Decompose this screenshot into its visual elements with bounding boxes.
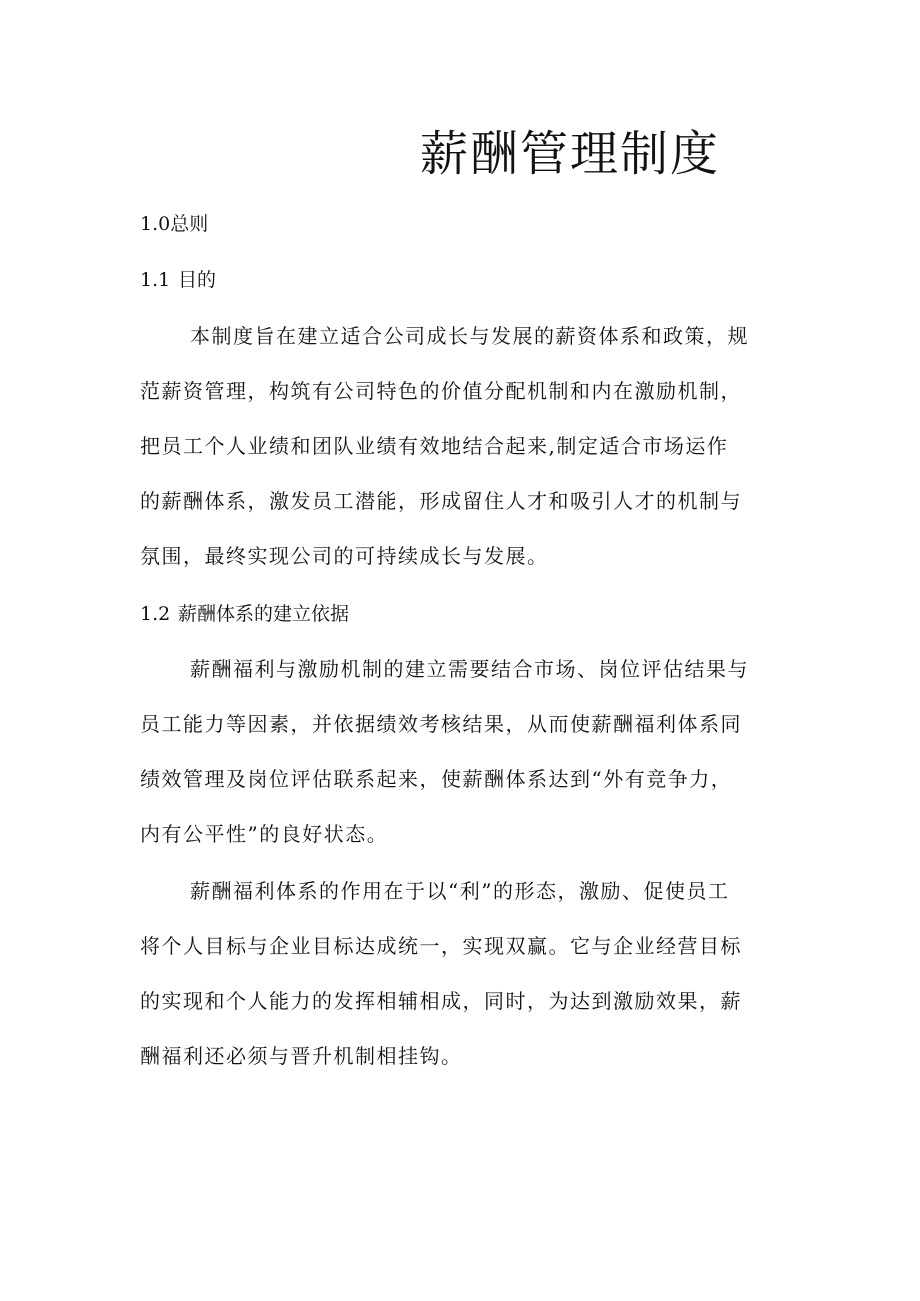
purpose-paragraph (140, 309, 795, 584)
paragraph-line: 氛围，最终实现公司的可持续成长与发展。 (140, 544, 549, 568)
paragraph-line: 员工能力等因素，并依据绩效考核结果，从而使薪酬福利体系同 (140, 712, 742, 736)
paragraph-line: 薪酬福利体系的作用在于以“利”的形态，激励、促使员工 (190, 879, 730, 903)
basis-paragraph-1 (140, 642, 795, 862)
section-heading-purpose (140, 266, 216, 294)
paragraph-line: 酬福利还必须与晋升机制相挂钩。 (140, 1044, 463, 1068)
paragraph-line: 把员工个人业绩和团队业绩有效地结合起来,制定适合市场运作 (140, 434, 729, 458)
paragraph-line: 将个人目标与企业目标达成统一，实现双赢。它与企业经营目标 (140, 934, 742, 958)
section-heading-general (140, 210, 208, 238)
paragraph-line: 内有公平性”的良好状态。 (140, 822, 389, 846)
paragraph-line: 的实现和个人能力的发挥相辅相成，同时，为达到激励效果，薪 (140, 989, 742, 1013)
paragraph-line: 范薪资管理，构筑有公司特色的价值分配机制和内在激励机制， (140, 379, 742, 403)
paragraph-line: 的薪酬体系，激发员工潜能，形成留住人才和吸引人才的机制与 (140, 489, 742, 513)
section-title: 总则 (170, 213, 209, 235)
section-heading-basis (140, 600, 349, 628)
document-title: 薪酬管理制度 (420, 126, 721, 182)
section-title: 薪酬体系的建立依据 (178, 603, 350, 625)
paragraph-line: 薪酬福利与激励机制的建立需要结合市场、岗位评估结果与 (190, 657, 749, 681)
section-number: 1.0 (140, 213, 171, 235)
section-number: 1.1 (140, 269, 171, 291)
paragraph-line: 绩效管理及岗位评估联系起来，使薪酬体系达到“外有竞争力， (140, 767, 733, 791)
section-title: 目的 (178, 269, 217, 291)
section-number: 1.2 (140, 603, 171, 625)
paragraph-line: 本制度旨在建立适合公司成长与发展的薪资体系和政策，规 (190, 324, 749, 348)
basis-paragraph-2 (140, 864, 795, 1084)
